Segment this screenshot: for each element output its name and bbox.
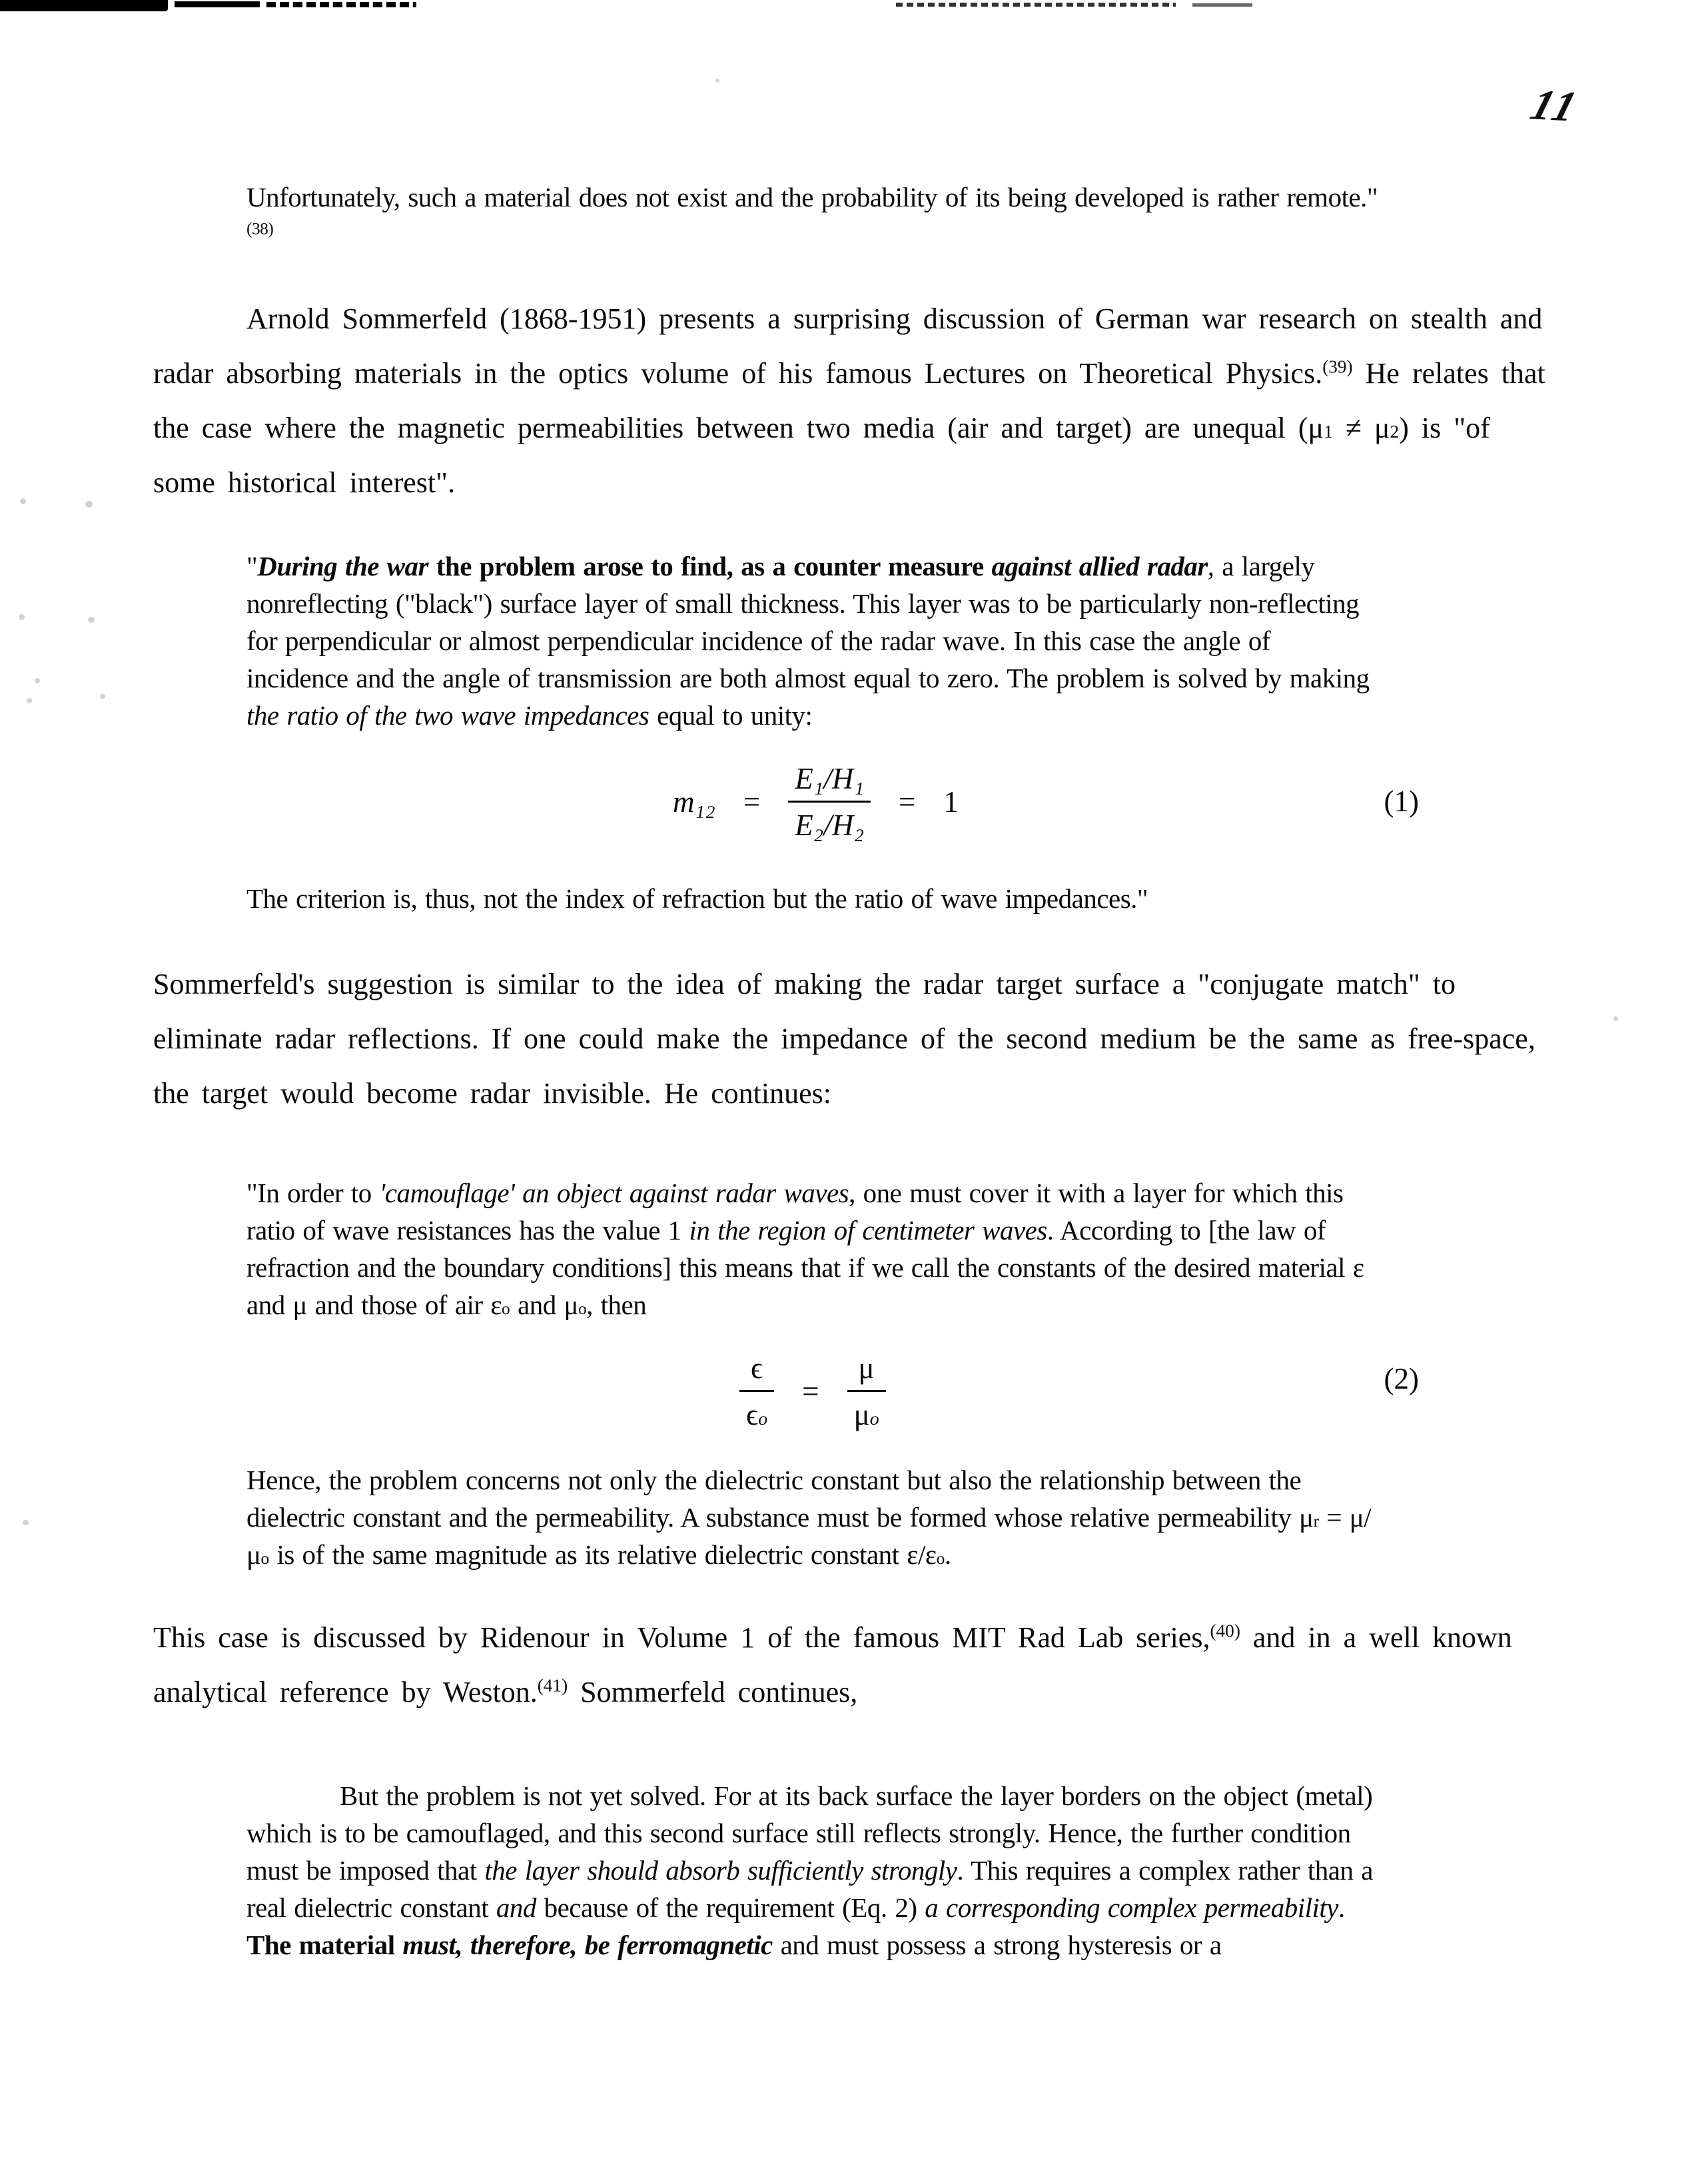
sommerfeld-paragraph: Arnold Sommerfeld (1868-1951) presents a surprising discussion of German war research on stealth and radar absorbing materials in the optics volume of his famous Lectures on Theoretical Physics.$^{(39)}$ He relates that the case where the magnetic permeabilities between two media (air and target) are unequal (μ1 ≠ μ2) is "of some historical interest". <box>153 302 1545 499</box>
equation-2-body <box>739 1351 886 1432</box>
fraction <box>847 1351 886 1432</box>
page-number: 11 <box>1525 81 1585 131</box>
ridenour-paragraph: This case is discussed by Ridenour in Volume 1 of the famous MIT Rad Lab series,$^{(40)}$ and in a well known analytical reference by Weston.$^{(41)}$ Sommerfeld continues, <box>153 1621 1512 1708</box>
document-body <box>153 179 1552 1991</box>
fraction <box>739 1351 774 1432</box>
scan-artifact-bar <box>175 1 260 7</box>
scan-speck <box>19 614 25 620</box>
conjugate-match-paragraph: Sommerfeld's suggestion is similar to the idea of making the radar target surface a "conjugate match" to eliminate radar reflections. If one could make the impedance of the second medium be the same as free-space, the target would become radar invisible. He continues: <box>153 968 1535 1110</box>
scan-artifact-bar <box>1192 3 1252 7</box>
equals-sign: = <box>898 785 916 819</box>
fraction-denominator: μo <box>847 1390 886 1432</box>
fraction-numerator: E₁/H₁ <box>795 762 864 795</box>
scan-speck <box>715 79 719 83</box>
fraction-numerator: ϵ <box>750 1351 763 1385</box>
equation-number: (2) <box>1384 1362 1419 1395</box>
opening-quote-paragraph: Unfortunately, such a material does not exist and the probability of its being developed is rather remote."$^{(38)}$ <box>246 182 1378 238</box>
scan-speck <box>23 1520 29 1525</box>
equation-lhs: m₁₂ <box>673 785 715 819</box>
criterion-line: The criterion is, thus, not the index of refraction but the ratio of wave impedances." <box>246 883 1148 914</box>
scan-speck <box>1613 1016 1618 1021</box>
scan-speck <box>88 617 95 623</box>
equation-rhs: 1 <box>943 785 959 819</box>
fraction-denominator: ϵo <box>739 1390 774 1432</box>
fraction <box>788 761 871 843</box>
fraction-numerator: μ <box>858 1351 875 1385</box>
hence-blockquote: Hence, the problem concerns not only the dielectric constant but also the relationship between the dielectric constant and the permeability. A substance must be formed whose relative permeability μr = μ/μo is of the same magnitude as its relative dielectric constant ε/εo. <box>246 1465 1372 1570</box>
equation-1-body <box>673 761 959 843</box>
final-blockquote: But the problem is not yet solved. For at its back surface the layer borders on the object (metal) which is to be camouflaged, and this second surface still reflects strongly. Hence, the further condition must be imposed that the layer should absorb sufficiently strongly. This requires a complex rather than a real dielectric constant and because of the requirement (Eq. 2) a corresponding complex permeability. The material must, therefore, be ferromagnetic and must possess a strong hysteresis or a <box>246 1780 1373 1960</box>
fraction-denominator: E₂/H₂ <box>788 801 871 843</box>
scan-artifact-bar <box>896 3 1176 7</box>
scan-speck <box>100 694 105 699</box>
camouflage-blockquote: "In order to 'camouflage' an object against radar waves, one must cover it with a layer for which this ratio of wave resistances has the value 1 in the region of centimeter waves. According to [the law of refraction and the boundary conditions] this means that if we call the constants of the desired material ε and μ and those of air εo and μo, then <box>246 1178 1364 1320</box>
scan-speck <box>20 498 26 504</box>
war-blockquote: "During the war the problem arose to find, as a counter measure against allied radar, a largely nonreflecting ("black") surface layer of small thickness. This layer was to be particularly non-reflecting for perpendicular or almost perpendicular incidence of the radar wave. In this case the angle of incidence and the angle of transmission are both almost equal to zero. The problem is solved by making the ratio of the two wave impedances equal to unity: <box>246 551 1370 731</box>
scan-speck <box>27 698 32 703</box>
equals-sign: = <box>802 1375 819 1408</box>
scan-artifact-bar <box>266 2 416 7</box>
equation-number: (1) <box>1384 785 1419 818</box>
equals-sign: = <box>743 785 761 819</box>
equation-2 <box>153 1351 1552 1444</box>
scan-speck <box>85 501 93 508</box>
scan-speck <box>35 678 40 683</box>
scan-artifact-bar <box>0 0 168 11</box>
equation-1 <box>153 761 1552 863</box>
